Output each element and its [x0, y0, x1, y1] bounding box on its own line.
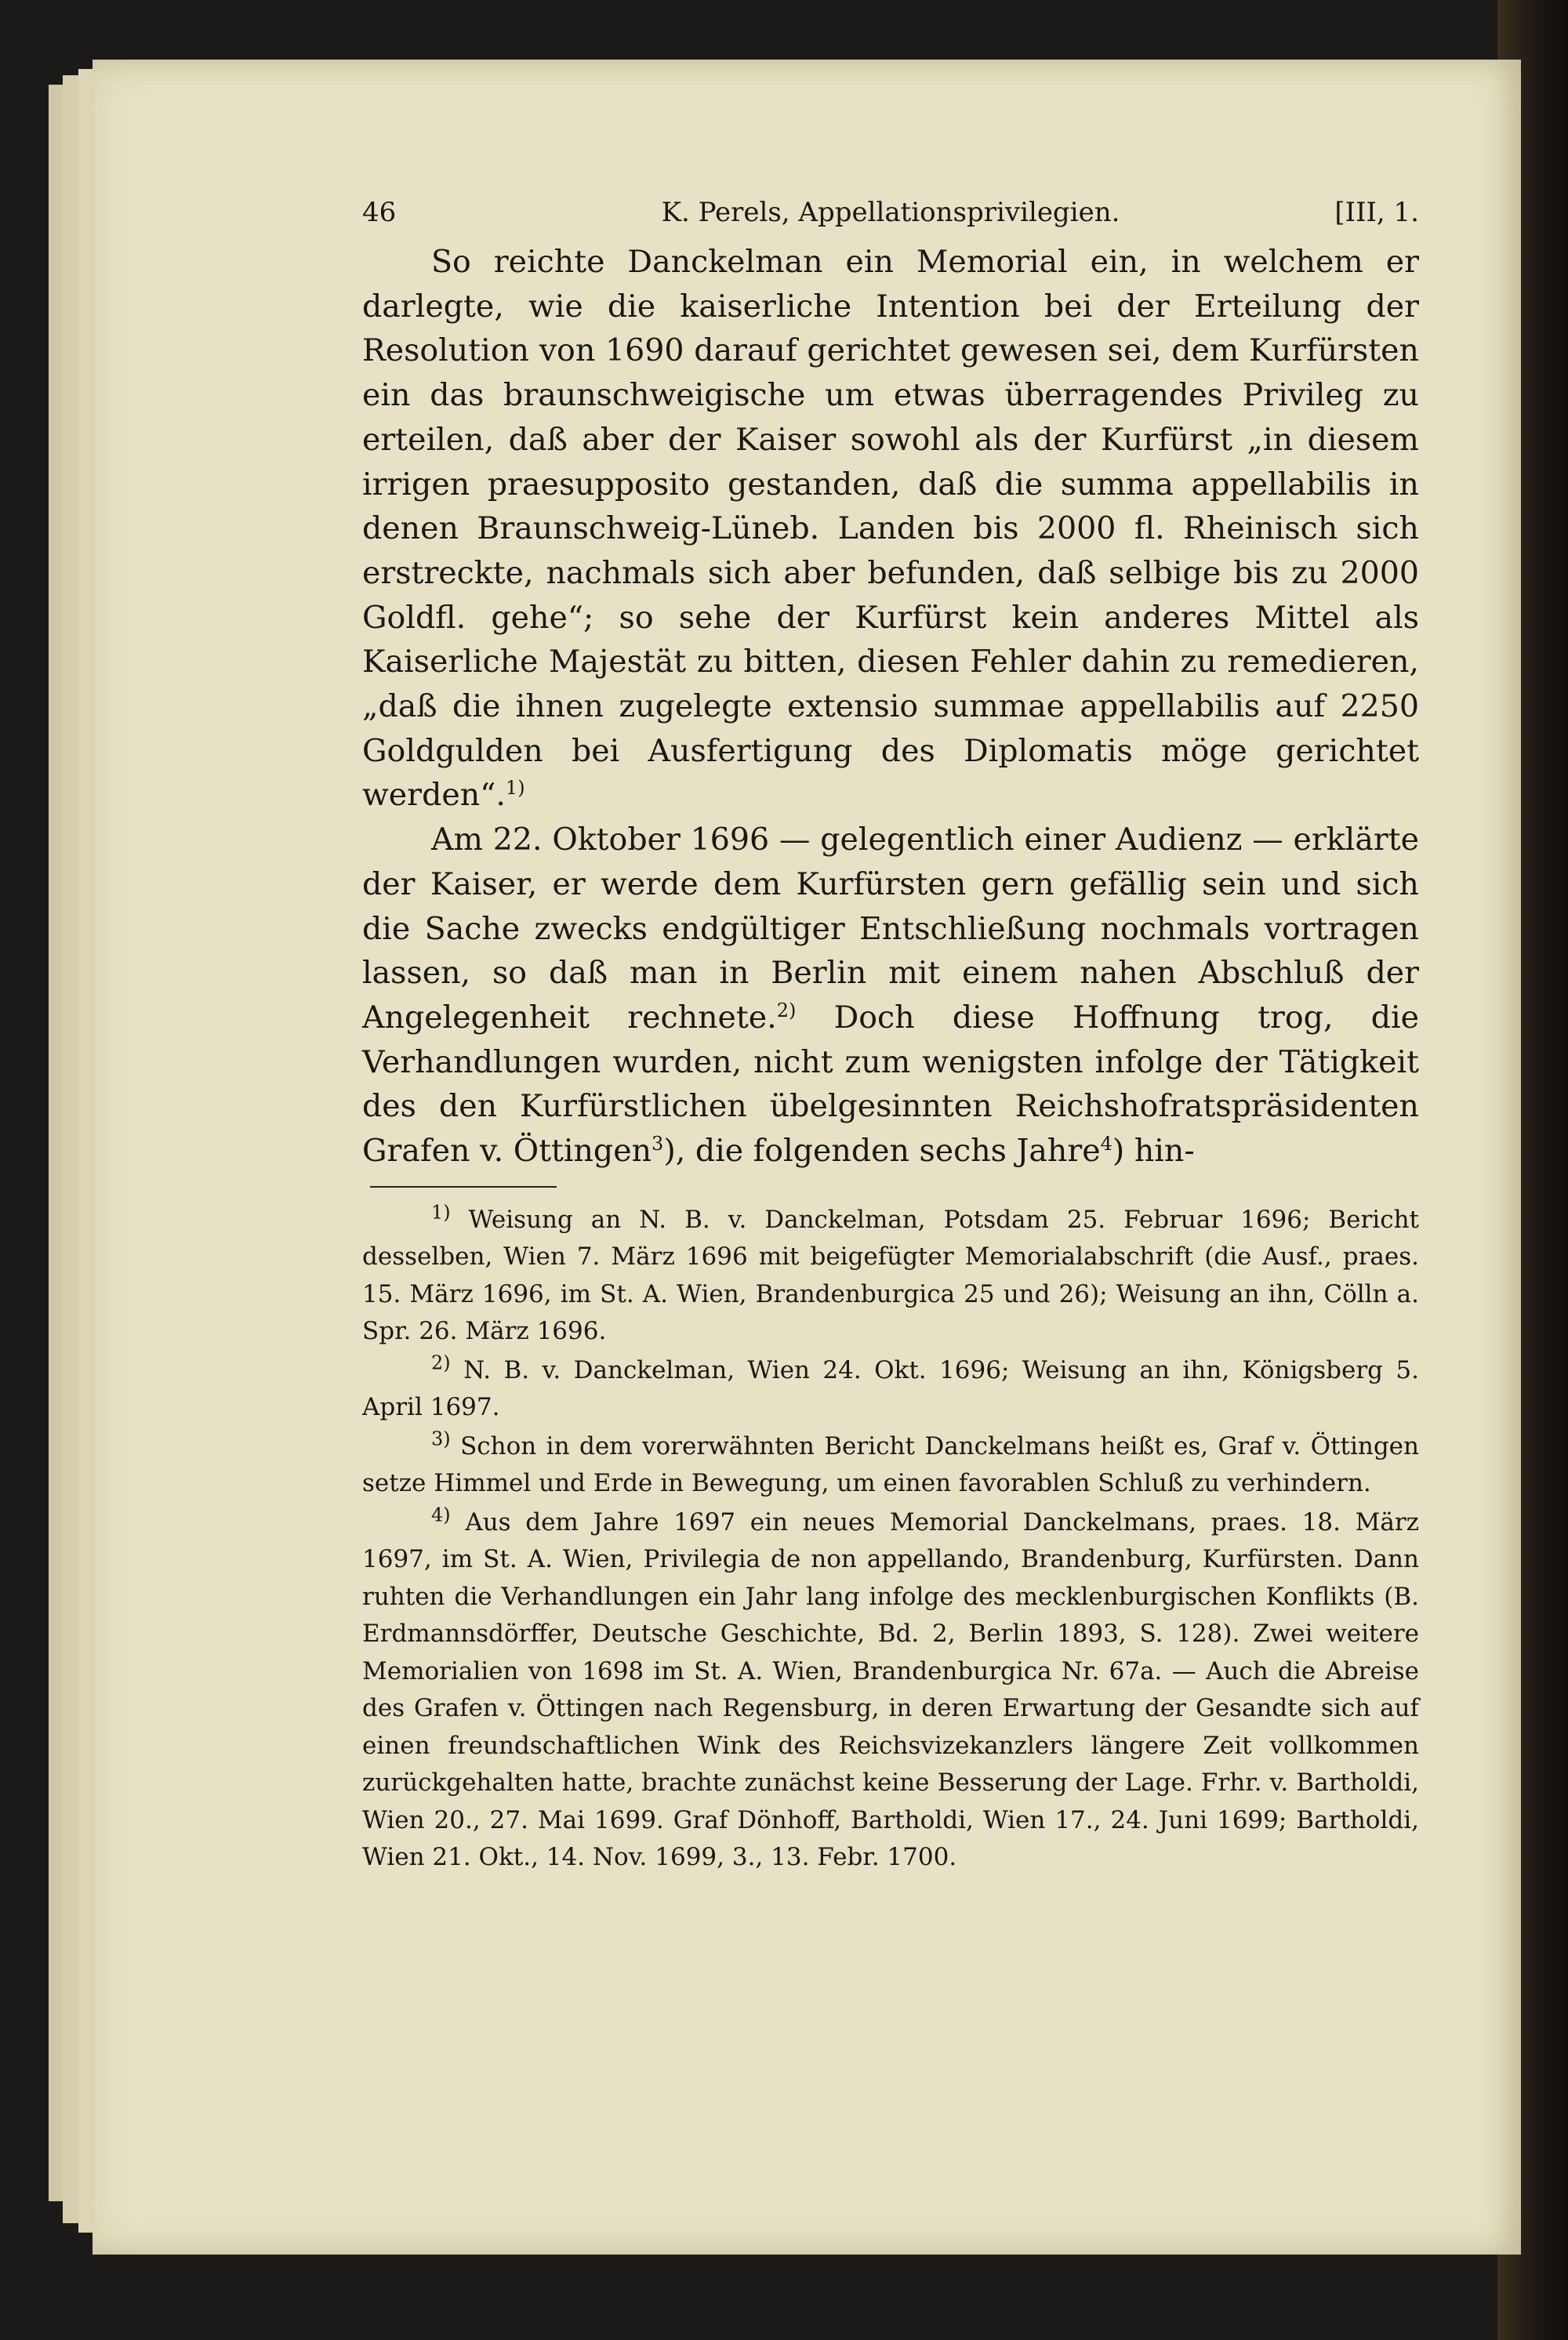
footnotes [362, 1202, 1419, 1877]
paragraph-2: Am 22. Oktober 1696 — gelegentlich einer Audienz — erklärte der Kaiser, er werde dem Kurfürsten gern gefällig sein und sich die Sache zwecks endgültiger Entschließung nochmals vortragen lassen, so daß man in Berlin mit einem nahen Abschluß der Angelegenheit rechnete.$^{2)}$ Doch diese Hoffnung trog, die Verhandlungen wurden, nicht zum wenigsten infolge der Tätigkeit des den Kurfürstlichen übelgesinnten Reichshofratspräsidenten Grafen v. Öttingen$^3$), die folgenden sechs Jahre$^4$) hin- [362, 822, 1420, 1170]
note-ref-3: 3 [652, 1132, 664, 1155]
note-ref-4: 4 [1100, 1132, 1112, 1155]
paragraph-1: So reichte Danckelman ein Memorial ein, in welchem er darlegte, wie die kaiserliche Intention bei der Erteilung der Resolution von 1690 darauf gerichtet gewesen sei, dem Kurfürsten ein das braunschweigische um etwas überragendes Privileg zu erteilen, daß aber der Kaiser sowohl als der Kurfürst „in diesem irrigen praesupposito gestanden, daß die summa appellabilis in denen Braunschweig-Lüneb. Landen bis 2000 fl. Rheinisch sich erstreckte, nachmals sich aber befunden, daß selbige bis zu 2000 Goldfl. gehe“; so sehe der Kurfürst kein anderes Mittel als Kaiserliche Majestät zu bitten, diesen Fehler dahin zu remedieren, „daß die ihnen zugelegte extensio summae appellabilis auf 2250 Goldgulden bei Ausfertigung des Diplomatis möge gerichtet werden“.$^{1)}$ [362, 244, 1419, 814]
footnote-4: $^{4)}$ Aus dem Jahre 1697 ein neues Memorial Danckelmans, praes. 18. März 1697, im St. A. Wien, Privilegia de non appellando, Brandenburg, Kurfürsten. Dann ruhten die Verhandlungen ein Jahr lang infolge des mecklenburgischen Konflikts (B. Erdmannsdörffer, Deutsche Geschichte, Bd. 2, Berlin 1893, S. 128). Zwei weitere Memorialien von 1698 im St. A. Wien, Brandenburgica Nr. 67a. — Auch die Abreise des Grafen v. Öttingen nach Regensburg, in deren Erwartung der Gesandte sich auf einen freundschaftlichen Wink des Reichsvizekanzlers längere Zeit vollkommen zurückgehalten hatte, brachte zunächst keine Besserung der Lage. Frhr. v. Bartholdi, Wien 20., 27. Mai 1699. Graf Dönhoff, Bartholdi, Wien 17., 24. Juni 1699; Bartholdi, Wien 21. Okt., 14. Nov. 1699, 3., 13. Febr. 1700. [362, 1504, 1420, 1872]
page-number: 46 [362, 197, 397, 228]
section-marker: [III, 1. [1334, 197, 1419, 228]
footnote-3: $^{3)}$ Schon in dem vorerwähnten Bericht Danckelmans heißt es, Graf v. Öttingen setze Himmel und Erde in Bewegung, um einen favorablen Schluß zu verhindern. [362, 1428, 1419, 1498]
running-title: K. Perels, Appellationsprivilegien. [661, 197, 1120, 228]
footnote-2: $^{2)}$ N. B. v. Danckelman, Wien 24. Okt. 1696; Weisung an ihn, Königsberg 5. April 1697. [362, 1351, 1419, 1422]
running-header [362, 185, 1419, 240]
text-block [362, 185, 1419, 1877]
page-sheet [93, 60, 1521, 2255]
note-ref-2: 2) [776, 999, 797, 1021]
note-ref-1: 1) [505, 777, 525, 800]
footnote-1: $^{1)}$ Weisung an N. B. v. Danckelman, Potsdam 25. Februar 1696; Bericht desselben, Wien 7. März 1696 mit beigefügter Memorialabschrift (die Ausf., praes. 15. März 1696, im St. A. Wien, Brandenburgica 25 und 26); Weisung an ihn, Cölln a. Spr. 26. März 1696. [362, 1201, 1420, 1346]
main-text [362, 240, 1419, 1174]
footnote-rule [370, 1186, 557, 1188]
